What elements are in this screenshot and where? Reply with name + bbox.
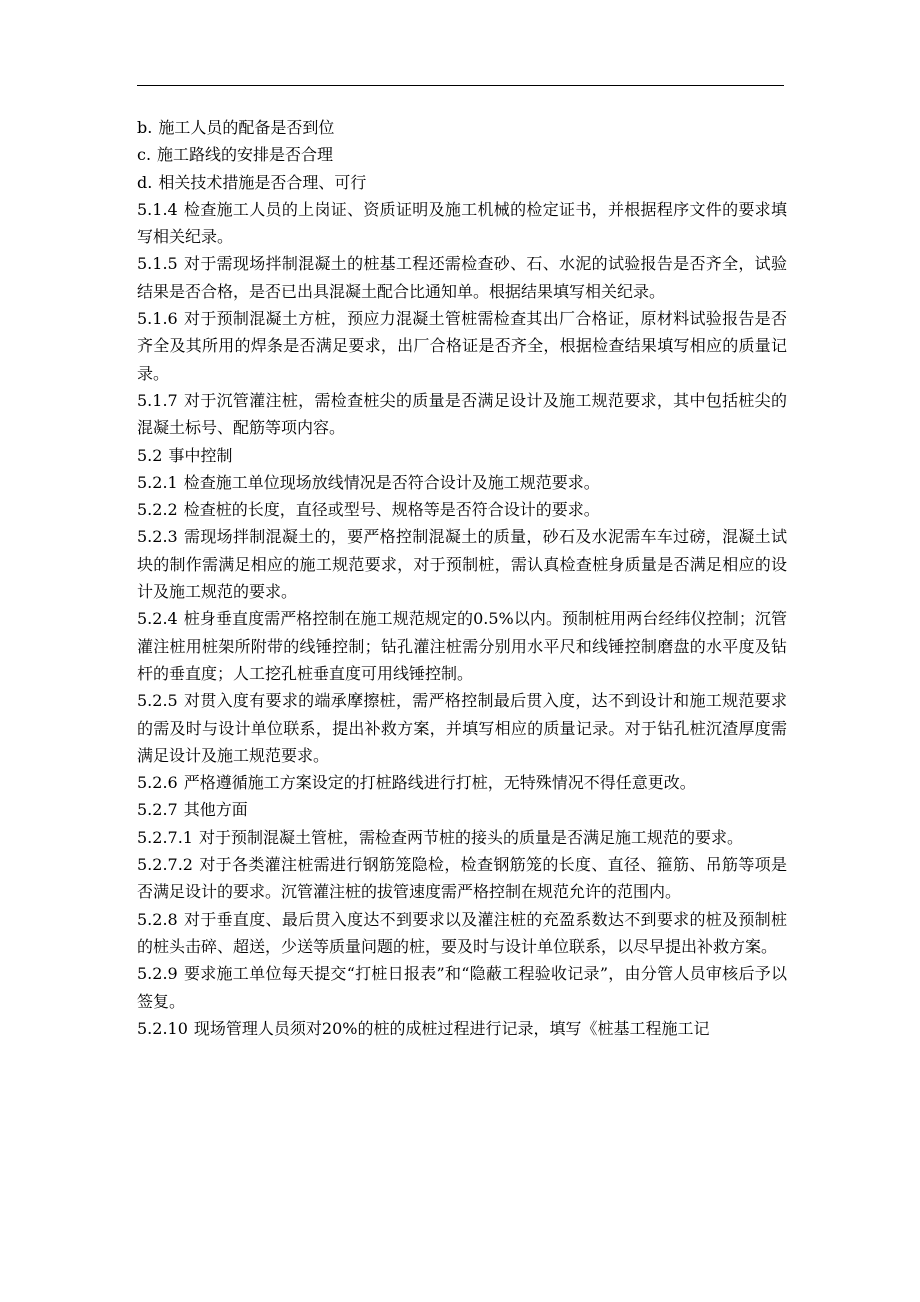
paragraph-text: 检查桩的长度，直径或型号、规格等是否符合设计的要求。 bbox=[183, 500, 600, 520]
paragraph bbox=[137, 824, 787, 851]
paragraph bbox=[137, 687, 787, 769]
paragraph-text: 其他方面 bbox=[183, 800, 248, 820]
paragraph-number: 5.2.7.1 bbox=[137, 827, 193, 847]
paragraph-number: 5.2.1 bbox=[137, 472, 178, 492]
paragraph-number: 5.1.5 bbox=[137, 254, 178, 274]
paragraph-text: 严格遵循施工方案设定的打桩路线进行打桩，无特殊情况不得任意更改。 bbox=[183, 773, 696, 793]
paragraph-text: 对于需现场拌制混凝土的桩基工程还需检查砂、石、水泥的试验报告是否齐全，试验结果是否合格，是否已出具混凝土配合比通知单。根据结果填写相关纪录。 bbox=[137, 254, 787, 301]
paragraph-number: c. bbox=[137, 145, 152, 165]
paragraph bbox=[137, 851, 787, 906]
paragraph bbox=[137, 960, 787, 1015]
paragraph bbox=[137, 305, 787, 387]
paragraph bbox=[137, 906, 787, 961]
paragraph-number: 5.1.7 bbox=[137, 390, 178, 410]
paragraph-text: 对于沉管灌注桩，需检查桩尖的质量是否满足设计及施工规范要求，其中包括桩尖的混凝土标号、配筋等项内容。 bbox=[137, 390, 787, 438]
paragraph-text: 对贯入度有要求的端承摩擦桩，需严格控制最后贯入度，达不到设计和施工规范要求的需及时与设计单位联系，提出补救方案，并填写相应的质量记录。对于钻孔桩沉渣厚度需满足设计及施工规范要求。 bbox=[137, 691, 787, 765]
paragraph-number: 5.2.7 bbox=[137, 800, 178, 820]
paragraph bbox=[137, 1015, 787, 1042]
paragraph bbox=[137, 469, 787, 496]
paragraph-text: 对于垂直度、最后贯入度达不到要求以及灌注桩的充盈系数达不到要求的桩及预制桩的桩头击碎、超送，少送等质量问题的桩，要及时与设计单位联系，以尽早提出补救方案。 bbox=[137, 909, 787, 956]
section-heading bbox=[137, 442, 787, 469]
paragraph bbox=[137, 605, 787, 687]
paragraph bbox=[137, 169, 787, 196]
paragraph bbox=[137, 496, 787, 523]
paragraph bbox=[137, 387, 787, 442]
paragraph-text: 事中控制 bbox=[168, 445, 233, 465]
document-body bbox=[137, 114, 787, 1042]
paragraph bbox=[137, 769, 787, 796]
paragraph-text: 检查施工单位现场放线情况是否符合设计及施工规范要求。 bbox=[183, 472, 600, 492]
paragraph bbox=[137, 250, 787, 305]
paragraph-text: 现场管理人员须对20%的桩的成桩过程进行记录，填写《桩基工程施工记 bbox=[193, 1018, 710, 1038]
paragraph-number: 5.2.8 bbox=[137, 909, 178, 929]
paragraph bbox=[137, 114, 787, 141]
paragraph bbox=[137, 523, 787, 605]
paragraph-number: 5.2.3 bbox=[137, 527, 178, 547]
paragraph-number: 5.2.2 bbox=[137, 500, 178, 520]
paragraph-number: 5.1.6 bbox=[137, 309, 178, 329]
paragraph-number: b. bbox=[137, 118, 153, 137]
paragraph-text: 检查施工人员的上岗证、资质证明及施工机械的检定证书，并根据程序文件的要求填写相关纪录。 bbox=[137, 199, 787, 247]
paragraph-number: 5.1.4 bbox=[137, 199, 178, 219]
paragraph-text: 桩身垂直度需严格控制在施工规范规定的0.5%以内。预制桩用两台经纬仪控制；沉管灌注桩用桩架所附带的线锤控制；钻孔灌注桩需分别用水平尺和线锤控制磨盘的水平度及钻杆的垂直度；人工挖孔桩垂直度可用线锤控制。 bbox=[137, 609, 787, 683]
paragraph-number: 5.2.6 bbox=[137, 773, 178, 793]
paragraph-number: 5.2.7.2 bbox=[137, 855, 193, 875]
paragraph-text: 施工人员的配备是否到位 bbox=[158, 118, 335, 137]
paragraph-number: 5.2.4 bbox=[137, 609, 178, 629]
paragraph-text: 相关技术措施是否合理、可行 bbox=[158, 172, 367, 192]
paragraph-text: 需现场拌制混凝土的，要严格控制混凝土的质量，砂石及水泥需车车过磅，混凝土试块的制作需满足相应的施工规范要求，对于预制桩，需认真检查桩身质量是否满足相应的设计及施工规范的要求。 bbox=[137, 527, 787, 602]
section-heading bbox=[137, 796, 787, 823]
paragraph-number: d. bbox=[137, 172, 153, 192]
paragraph-text: 对于预制混凝土管桩，需检查两节桩的接头的质量是否满足施工规范的要求。 bbox=[198, 827, 743, 847]
paragraph-text: 要求施工单位每天提交“打桩日报表”和“隐蔽工程验收记录”，由分管人员审核后予以签复。 bbox=[137, 964, 787, 1011]
paragraph-number: 5.2.10 bbox=[137, 1018, 188, 1038]
paragraph bbox=[137, 141, 787, 168]
paragraph-number: 5.2 bbox=[137, 445, 163, 465]
paragraph-text: 对于预制混凝土方桩，预应力混凝土管桩需检查其出厂合格证，原材料试验报告是否齐全及其所用的焊条是否满足要求，出厂合格证是否齐全，根据检查结果填写相应的质量记录。 bbox=[137, 309, 787, 383]
paragraph-number: 5.2.9 bbox=[137, 964, 178, 984]
paragraph bbox=[137, 196, 787, 251]
paragraph-text: 对于各类灌注桩需进行钢筋笼隐检，检查钢筋笼的长度、直径、箍筋、吊筋等项是否满足设计的要求。沉管灌注桩的拔管速度需严格控制在规范允许的范围内。 bbox=[137, 855, 787, 902]
paragraph-number: 5.2.5 bbox=[137, 691, 178, 711]
paragraph-text: 施工路线的安排是否合理 bbox=[157, 145, 334, 165]
header-rule bbox=[137, 85, 784, 86]
